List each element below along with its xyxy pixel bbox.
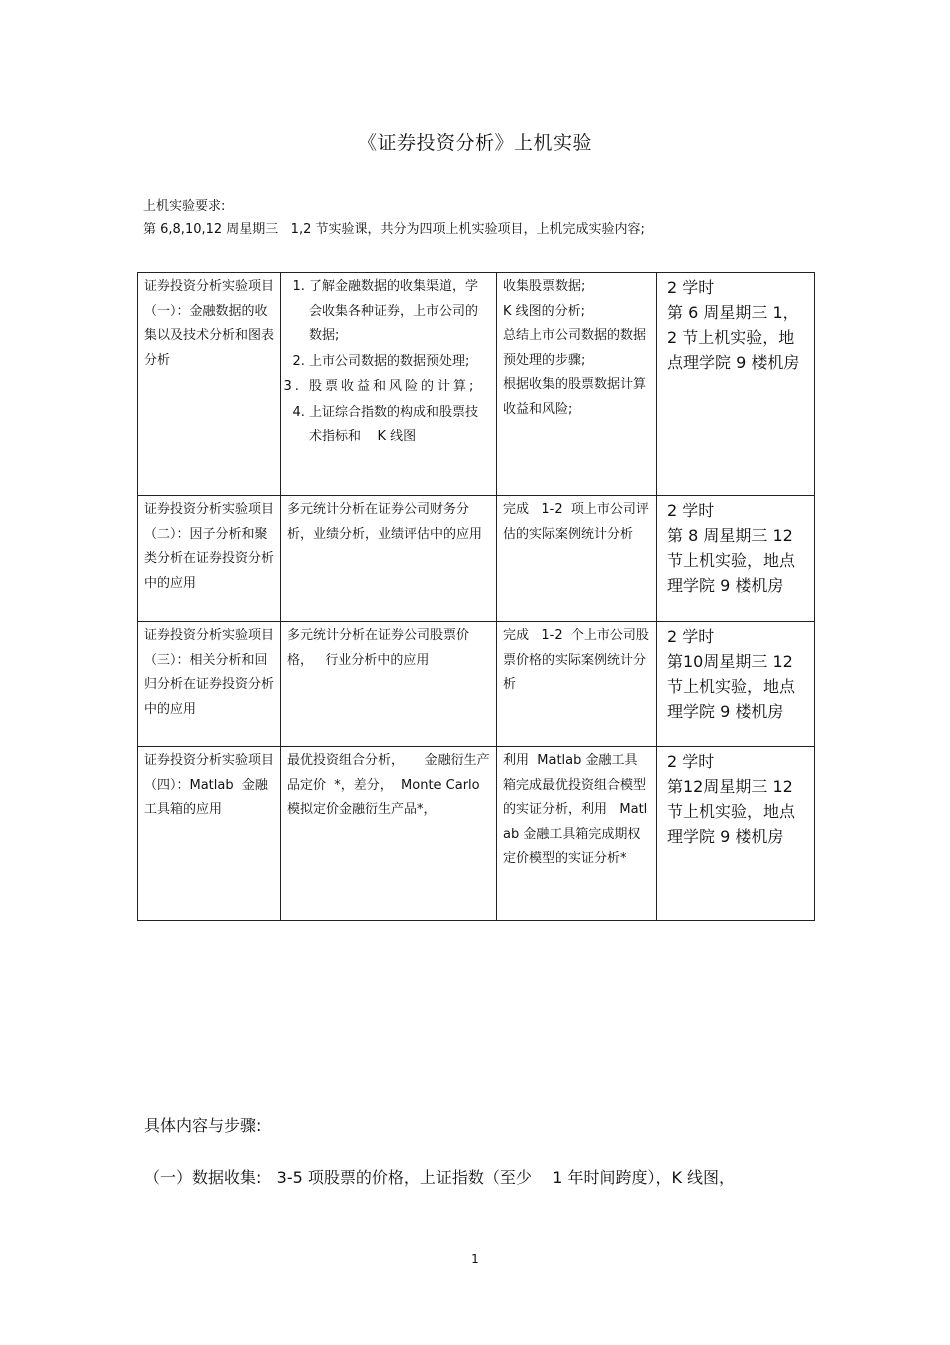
list-item: 1. 了解金融数据的收集渠道，学会收集各种证券，上市公司的数据; <box>309 275 490 349</box>
tasks-cell: 收集股票数据; K 线图的分析; 总结上市公司数据的数据预处理的步骤; 根据收集的股票数据计算收益和风险; <box>497 273 657 496</box>
list-item: 3. 股票收益和风险的计算; <box>309 375 490 400</box>
page-number: 1 <box>471 1252 479 1266</box>
requirement-label: 上机实验要求: <box>143 199 226 214</box>
document-title: 《证券投资分析》上机实验 <box>357 132 592 154</box>
schedule-cell: 2 学时 第10周星期三 12 节上机实验，地点理学院 9 楼机房 <box>657 622 815 747</box>
tasks-cell: 完成 1-2 个上市公司股票价格的实际案例统计分析 <box>497 622 657 747</box>
project-cell: 证券投资分析实验项目（四）：Matlab 金融工具箱的应用 <box>138 747 281 921</box>
requirement-text: 第 6,8,10,12 周星期三 1,2 节实验课，共分为四项上机实验项目，上机完成实验内容; <box>143 222 645 237</box>
content-cell <box>281 273 497 496</box>
content-cell: 最优投资组合分析， 金融衍生产品定价 *，差分， Monte Carlo 模拟定价金融衍生产品*， <box>281 747 497 921</box>
content-list <box>287 275 490 450</box>
project-cell: 证券投资分析实验项目（三）：相关分析和回归分析在证券投资分析中的应用 <box>138 622 281 747</box>
experiment-table <box>137 272 815 921</box>
tasks-cell: 完成 1-2 项上市公司评估的实际案例统计分析 <box>497 496 657 622</box>
list-item: 4. 上证综合指数的构成和股票技术指标和 K 线图 <box>309 401 490 450</box>
schedule-cell: 2 学时 第 8 周星期三 12 节上机实验，地点理学院 9 楼机房 <box>657 496 815 622</box>
schedule-cell: 2 学时 第 6 周星期三 1，2 节上机实验，地点理学院 9 楼机房 <box>657 273 815 496</box>
content-cell: 多元统计分析在证券公司财务分析，业绩分析，业绩评估中的应用 <box>281 496 497 622</box>
content-cell: 多元统计分析在证券公司股票价格， 行业分析中的应用 <box>281 622 497 747</box>
project-cell: 证券投资分析实验项目（一）：金融数据的收集以及技术分析和图表分析 <box>138 273 281 496</box>
step-one-text: （一）数据收集: 3-5 项股票的价格，上证指数（至少 1 年时间跨度），K 线图， <box>144 1168 736 1187</box>
table-row <box>138 622 815 747</box>
schedule-cell: 2 学时 第12周星期三 12 节上机实验，地点理学院 9 楼机房 <box>657 747 815 921</box>
list-item: 2. 上市公司数据的数据预处理; <box>309 350 490 375</box>
table-row <box>138 273 815 496</box>
project-cell: 证券投资分析实验项目（二）：因子分析和聚类分析在证券投资分析中的应用 <box>138 496 281 622</box>
section-heading: 具体内容与步骤: <box>144 1116 262 1135</box>
tasks-cell: 利用 Matlab 金融工具箱完成最优投资组合模型的实证分析，利用 Matlab 金融工具箱完成期权定价模型的实证分析* <box>497 747 657 921</box>
table-row <box>138 496 815 622</box>
table-row <box>138 747 815 921</box>
